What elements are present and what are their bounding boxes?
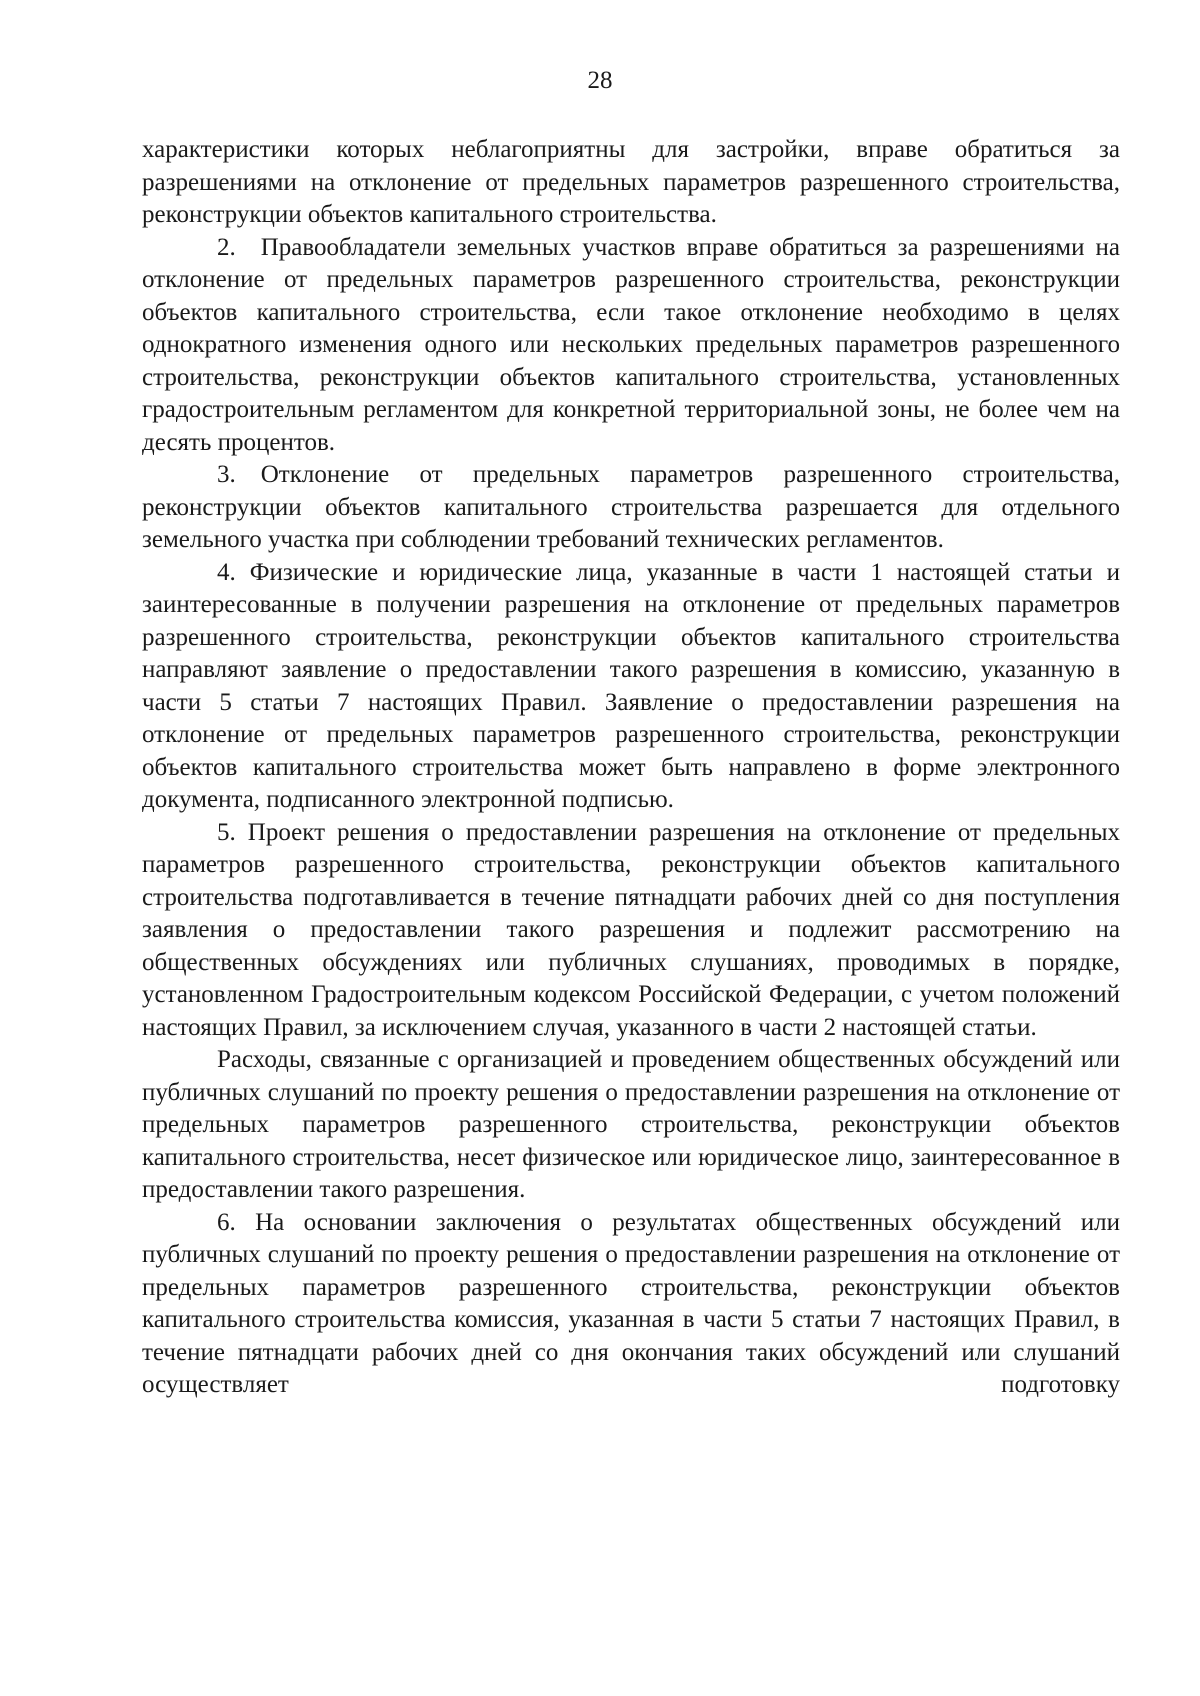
paragraph-5: 5. Проект решения о предоставлении разрешения на отклонение от предельных параметров разрешенного строительства, реконструкции объектов капитального строительства подготавливается в течение пятнадцати рабочих дней со дня поступления заявления о предоставлении такого разрешения и подлежит рассмотрению на общественных обсуждениях или публичных слушаниях, проводимых в порядке, установленном Градостроительным кодексом Российской Федерации, с учетом положений настоящих Правил, за исключением случая, указанного в части 2 настоящей статьи.	[142, 818, 1120, 1041]
paragraph-continuation: характеристики которых неблагоприятны для застройки, вправе обратиться за разрешениями на отклонение от предельных параметров разрешенного строительства, реконструкции объектов капитального строительства.	[142, 136, 1120, 228]
paragraph-5-expenses: Расходы, связанные с организацией и проведением общественных обсуждений или публичных слушаний по проекту решения о предоставлении разрешения на отклонение от предельных параметров разрешенного строительства, реконструкции объектов капитального строительства, несет физическое или юридическое лицо, заинтересованное в предоставлении такого разрешения.	[142, 1046, 1120, 1203]
paragraph-2: 2. Правообладатели земельных участков вправе обратиться за разрешениями на отклонение от предельных параметров разрешенного строительства, реконструкции объектов капитального строительства, если такое отклонение необходимо в целях однократного изменения одного или нескольких предельных параметров разрешенного строительства, реконструкции объектов капитального строительства, установленных градостроительным регламентом для конкретной территориальной зоны, не более чем на десять процентов.	[142, 233, 1120, 456]
paragraph-3: 3. Отклонение от предельных параметров разрешенного строительства, реконструкции объектов капитального строительства разрешается для отдельного земельного участка при соблюдении требований технических регламентов.	[142, 461, 1120, 553]
page-number: 28	[587, 67, 613, 94]
paragraph-6: 6. На основании заключения о результатах общественных обсуждений или публичных слушаний по проекту решения о предоставлении разрешения на отклонение от предельных параметров разрешенного строительства, реконструкции объектов капитального строительства комиссия, указанная в части 5 статьи 7 настоящих Правил, в течение пятнадцати рабочих дней со дня окончания таких обсуждений или слушаний осуществляет подготовку	[142, 1208, 1120, 1398]
document-body	[142, 134, 1120, 1402]
paragraph-4: 4. Физические и юридические лица, указанные в части 1 настоящей статьи и заинтересованные в получении разрешения на отклонение от предельных параметров разрешенного строительства, реконструкции объектов капитального строительства направляют заявление о предоставлении такого разрешения в комиссию, указанную в части 5 статьи 7 настоящих Правил. Заявление о предоставлении разрешения на отклонение от предельных параметров разрешенного строительства, реконструкции объектов капитального строительства может быть направлено в форме электронного документа, подписанного электронной подписью.	[142, 558, 1120, 813]
